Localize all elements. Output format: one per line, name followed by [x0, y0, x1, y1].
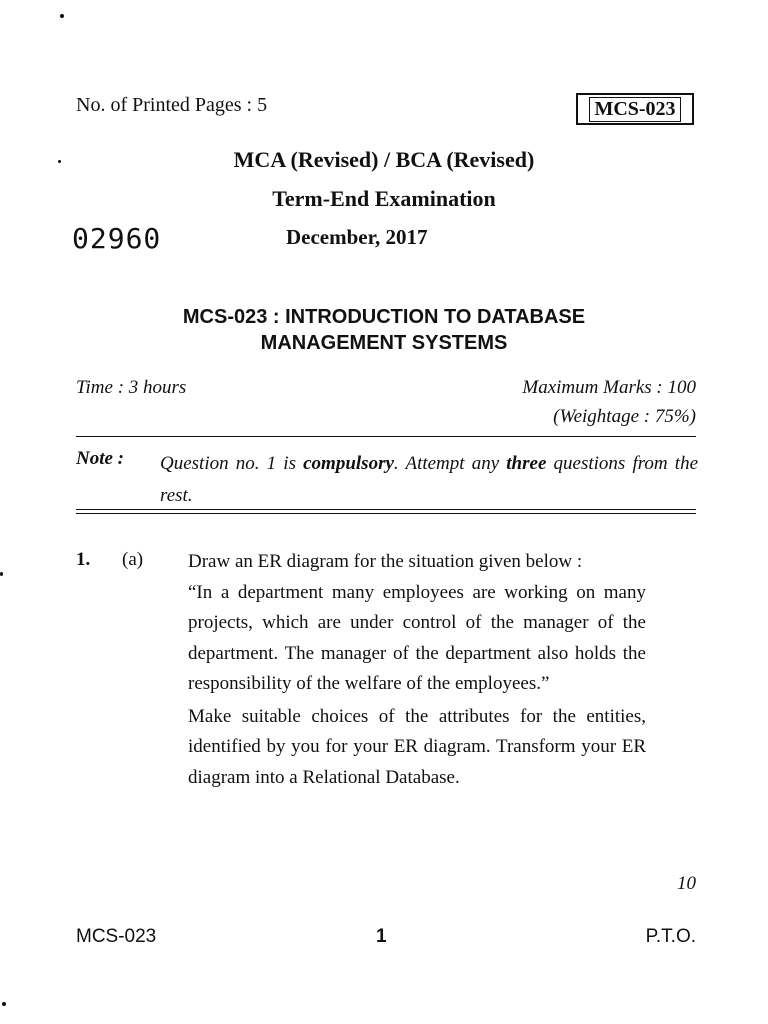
serial-number: 02960: [72, 222, 162, 255]
question-intro: Draw an ER diagram for the situation given below :: [188, 551, 583, 572]
paper-code-box: [576, 93, 694, 125]
note-label: Note :: [76, 448, 125, 469]
note-text-part: Question no. 1 is: [160, 453, 304, 474]
question-instruction: Make suitable choices of the attributes for the entities, identified by you for your ER diagram. Transform your ER diagram into a Relational Database.: [188, 705, 646, 788]
divider: [76, 436, 696, 437]
footer-code: MCS-023: [76, 926, 157, 947]
question-number: 1.: [76, 549, 91, 570]
exam-date: December, 2017: [286, 225, 428, 249]
paper-code: MCS-023: [589, 97, 680, 122]
exam-type: Term-End Examination: [272, 186, 496, 211]
maximum-marks: Maximum Marks : 100: [522, 377, 696, 398]
divider: [76, 513, 696, 514]
note-emphasis-compulsory: compulsory: [303, 453, 394, 474]
note-text-part: questions from the rest.: [160, 453, 699, 506]
exam-duration: Time : 3 hours: [76, 377, 187, 398]
question-part: (a): [122, 549, 144, 570]
note-emphasis-three: three: [506, 453, 547, 474]
scan-speck: [58, 160, 61, 163]
divider: [76, 509, 696, 510]
note-text-part: . Attempt any: [393, 453, 507, 474]
course-title-line-1: MCS-023 : INTRODUCTION TO DATABASE: [182, 306, 586, 328]
weightage: (Weightage : 75%): [553, 406, 696, 427]
question-body: [188, 547, 646, 793]
page-number: 1: [376, 926, 387, 947]
scan-speck: [2, 1002, 6, 1006]
note-text: [160, 448, 698, 512]
question-marks: 10: [677, 873, 696, 894]
question-scenario: “In a department many employees are working on many projects, which are under control of the manager of the department. The manager of the department also holds the responsibility of the welfare of the employees.”: [188, 581, 646, 694]
scan-speck: [0, 572, 3, 576]
printed-pages: No. of Printed Pages : 5: [76, 94, 268, 116]
course-title-line-2: MANAGEMENT SYSTEMS: [260, 332, 508, 354]
pto-label: P.T.O.: [645, 926, 696, 947]
scan-speck: [60, 14, 64, 18]
programme-title: MCA (Revised) / BCA (Revised): [233, 147, 535, 172]
course-title: [0, 304, 768, 356]
